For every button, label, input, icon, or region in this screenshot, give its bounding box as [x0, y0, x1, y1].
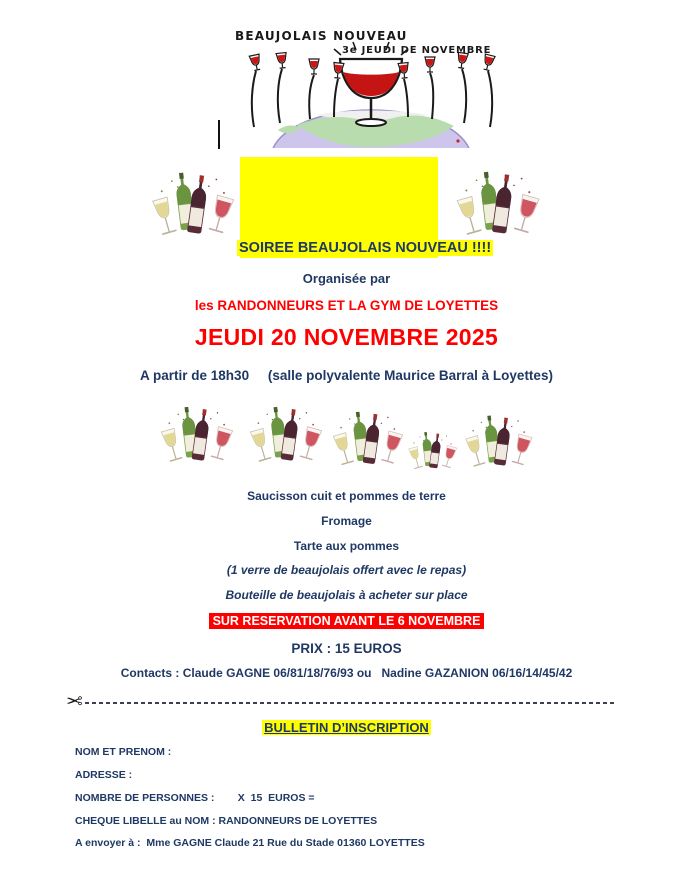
- menu-item: Tarte aux pommes: [293, 539, 400, 553]
- form-field-name: NOM ET PRENOM :: [75, 746, 172, 758]
- cut-here-line: [66, 692, 616, 712]
- wine-bottles-clipart: [148, 166, 236, 250]
- wine-bottles-clipart: [331, 406, 403, 478]
- image-edge-mark: [218, 120, 220, 149]
- scissors-icon: ✂: [66, 691, 83, 713]
- form-field-cheque: CHEQUE LIBELLE au NOM : RANDONNEURS DE LOYETTES: [75, 815, 378, 827]
- organizers-line: les RANDONNEURS ET LA GYM DE LOYETTES: [194, 298, 499, 313]
- title-banner: [239, 157, 492, 258]
- wine-bottles-clipart: [458, 410, 538, 479]
- wine-bottles-clipart: [248, 397, 322, 479]
- wine-bottles-clipart: [406, 428, 458, 478]
- event-title: SOIREE BEAUJOLAIS NOUVEAU !!!!: [239, 240, 492, 256]
- time-and-place: A partir de 18h30 (salle polyvalente Maurice Barral à Loyettes): [140, 368, 553, 383]
- registration-heading-highlight: BULLETIN D’INSCRIPTION: [264, 720, 429, 735]
- organized-by-label: Organisée par: [302, 271, 391, 286]
- reservation-highlight: SUR RESERVATION AVANT LE 6 NOVEMBRE: [209, 613, 485, 629]
- wine-bottles-clipart: [159, 397, 233, 479]
- cartoon-caption-line1: BEAUJOLAIS NOUVEAU: [235, 29, 408, 43]
- beaujolais-globe-cartoon: [222, 25, 520, 148]
- registration-heading: [0, 720, 693, 735]
- free-glass-note: (1 verre de beaujolais offert avec le repas): [226, 563, 467, 577]
- contacts-line: Contacts : Claude GAGNE 06/81/18/76/93 ou Nadine GAZANION 06/16/14/45/42: [120, 666, 573, 680]
- reservation-deadline: [0, 613, 693, 629]
- dashed-cut-line: [85, 702, 616, 704]
- form-field-send-to: A envoyer à : Mme GAGNE Claude 21 Rue du Stade 01360 LOYETTES: [75, 837, 425, 849]
- menu-item: Fromage: [321, 514, 372, 528]
- price-line: PRIX : 15 EUROS: [291, 641, 402, 656]
- menu-item: Saucisson cuit et pommes de terre: [247, 489, 446, 503]
- bottle-purchase-note: Bouteille de beaujolais à acheter sur place: [225, 588, 468, 602]
- cartoon-caption-line2: 3e JEUDI DE NOVEMBRE: [342, 45, 492, 56]
- form-field-persons: NOMBRE DE PERSONNES : X 15 EUROS =: [75, 792, 315, 804]
- event-date: JEUDI 20 NOVEMBRE 2025: [194, 324, 499, 350]
- form-field-address: ADRESSE :: [75, 769, 133, 781]
- wine-bottles-clipart: [449, 165, 545, 250]
